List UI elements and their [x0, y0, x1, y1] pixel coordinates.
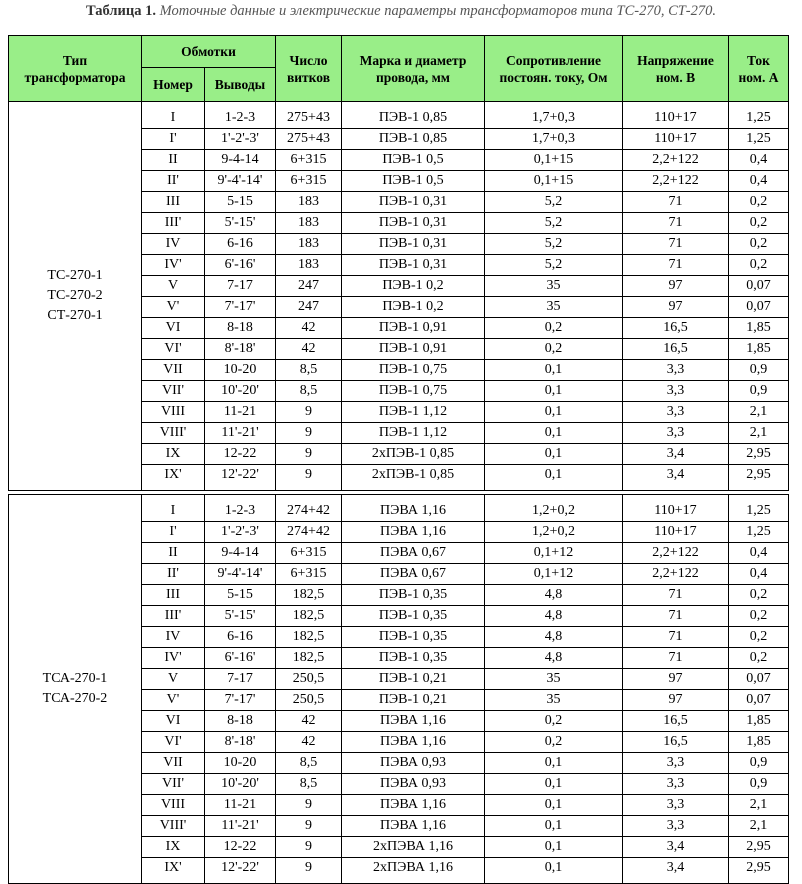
terminals-cell: 5'-15' — [205, 606, 276, 627]
wire-cell: ПЭВА 1,16 — [342, 495, 485, 522]
resistance-cell: 5,2 — [485, 255, 623, 276]
winding-number-cell: VIII' — [142, 423, 205, 444]
terminals-cell: 5'-15' — [205, 213, 276, 234]
header-current-line-1: Ток — [747, 52, 770, 68]
caption-text: Моточные данные и электрические параметры трансформаторов типа ТС-270, СТ-270. — [159, 3, 717, 19]
transformer-type: ТСА-270-2 — [42, 691, 108, 706]
header-current-line-2: ном. А — [738, 69, 779, 85]
terminals-cell: 8'-18' — [205, 732, 276, 753]
header-terminals: Выводы — [205, 68, 276, 102]
current-cell: 2,1 — [729, 816, 789, 837]
winding-number-cell: VIII — [142, 402, 205, 423]
voltage-cell: 71 — [623, 585, 729, 606]
voltage-cell: 2,2+122 — [623, 150, 729, 171]
current-cell: 0,9 — [729, 360, 789, 381]
voltage-cell: 3,3 — [623, 423, 729, 444]
current-cell: 2,95 — [729, 465, 789, 491]
resistance-cell: 4,8 — [485, 606, 623, 627]
winding-number-cell: I' — [142, 522, 205, 543]
terminals-cell: 1-2-3 — [205, 102, 276, 129]
terminals-cell: 12-22 — [205, 444, 276, 465]
terminals-cell: 10'-20' — [205, 381, 276, 402]
wire-cell: 2хПЭВА 1,16 — [342, 858, 485, 884]
voltage-cell: 3,4 — [623, 465, 729, 491]
voltage-cell: 97 — [623, 297, 729, 318]
current-cell: 2,95 — [729, 444, 789, 465]
resistance-cell: 4,8 — [485, 627, 623, 648]
turns-cell: 6+315 — [276, 543, 342, 564]
winding-number-cell: VIII — [142, 795, 205, 816]
transformer-type-cell — [9, 495, 142, 884]
turns-cell: 182,5 — [276, 606, 342, 627]
resistance-cell: 0,1 — [485, 465, 623, 491]
current-cell: 0,9 — [729, 753, 789, 774]
table-row — [9, 102, 789, 129]
wire-cell: ПЭВ-1 0,31 — [342, 213, 485, 234]
voltage-cell: 110+17 — [623, 102, 729, 129]
current-cell: 1,25 — [729, 129, 789, 150]
winding-number-cell: V — [142, 669, 205, 690]
winding-number-cell: VI' — [142, 339, 205, 360]
current-cell: 2,1 — [729, 423, 789, 444]
wire-cell: ПЭВ-1 0,75 — [342, 381, 485, 402]
resistance-cell: 5,2 — [485, 213, 623, 234]
wire-cell: ПЭВ-1 0,31 — [342, 234, 485, 255]
voltage-cell: 16,5 — [623, 318, 729, 339]
wire-cell: ПЭВ-1 0,2 — [342, 276, 485, 297]
turns-cell: 9 — [276, 465, 342, 491]
resistance-cell: 35 — [485, 276, 623, 297]
winding-number-cell: I' — [142, 129, 205, 150]
wire-cell: 2хПЭВА 1,16 — [342, 837, 485, 858]
voltage-cell: 71 — [623, 213, 729, 234]
turns-cell: 8,5 — [276, 753, 342, 774]
wire-cell: ПЭВ-1 0,5 — [342, 171, 485, 192]
winding-number-cell: III' — [142, 606, 205, 627]
current-cell: 2,1 — [729, 795, 789, 816]
wire-cell: ПЭВА 0,67 — [342, 564, 485, 585]
current-cell: 1,85 — [729, 339, 789, 360]
terminals-cell: 7'-17' — [205, 297, 276, 318]
wire-cell: ПЭВА 1,16 — [342, 732, 485, 753]
wire-cell: ПЭВ-1 0,91 — [342, 339, 485, 360]
turns-cell: 250,5 — [276, 690, 342, 711]
turns-cell: 275+43 — [276, 102, 342, 129]
voltage-cell: 2,2+122 — [623, 543, 729, 564]
voltage-cell: 3,3 — [623, 402, 729, 423]
resistance-cell: 0,2 — [485, 732, 623, 753]
turns-cell: 182,5 — [276, 585, 342, 606]
winding-number-cell: II — [142, 150, 205, 171]
voltage-cell: 110+17 — [623, 522, 729, 543]
winding-number-cell: IX — [142, 837, 205, 858]
current-cell: 1,85 — [729, 318, 789, 339]
terminals-cell: 12'-22' — [205, 465, 276, 491]
voltage-cell: 71 — [623, 234, 729, 255]
header-type-line-2: трансформатора — [24, 69, 126, 85]
turns-cell: 274+42 — [276, 495, 342, 522]
terminals-cell: 10-20 — [205, 360, 276, 381]
table-row — [9, 495, 789, 522]
voltage-cell: 97 — [623, 276, 729, 297]
wire-cell: ПЭВА 0,93 — [342, 774, 485, 795]
table-caption — [0, 2, 802, 20]
resistance-cell: 0,2 — [485, 711, 623, 732]
wire-cell: ПЭВ-1 0,2 — [342, 297, 485, 318]
turns-cell: 8,5 — [276, 360, 342, 381]
header-resistance-line-1: Сопротивление — [506, 52, 601, 68]
transformer-type: ТС-270-2 — [47, 288, 103, 303]
terminals-cell: 1-2-3 — [205, 495, 276, 522]
header-wire — [342, 36, 485, 102]
current-cell: 0,4 — [729, 543, 789, 564]
winding-number-cell: III — [142, 585, 205, 606]
winding-number-cell: I — [142, 102, 205, 129]
resistance-cell: 4,8 — [485, 648, 623, 669]
resistance-cell: 0,1+15 — [485, 150, 623, 171]
voltage-cell: 3,4 — [623, 837, 729, 858]
turns-cell: 182,5 — [276, 648, 342, 669]
transformer-type: СТ-270-1 — [47, 308, 103, 323]
terminals-cell: 11'-21' — [205, 423, 276, 444]
terminals-cell: 7-17 — [205, 276, 276, 297]
voltage-cell: 3,4 — [623, 858, 729, 884]
resistance-cell: 5,2 — [485, 192, 623, 213]
voltage-cell: 3,3 — [623, 816, 729, 837]
resistance-cell: 1,7+0,3 — [485, 129, 623, 150]
turns-cell: 9 — [276, 402, 342, 423]
voltage-cell: 2,2+122 — [623, 564, 729, 585]
voltage-cell: 16,5 — [623, 711, 729, 732]
current-cell: 0,07 — [729, 669, 789, 690]
resistance-cell: 0,1 — [485, 795, 623, 816]
current-cell: 1,85 — [729, 711, 789, 732]
winding-number-cell: IX' — [142, 465, 205, 491]
turns-cell: 250,5 — [276, 669, 342, 690]
turns-cell: 274+42 — [276, 522, 342, 543]
turns-cell: 42 — [276, 318, 342, 339]
voltage-cell: 110+17 — [623, 495, 729, 522]
turns-cell: 8,5 — [276, 774, 342, 795]
turns-cell: 6+315 — [276, 150, 342, 171]
terminals-cell: 6'-16' — [205, 255, 276, 276]
wire-cell: ПЭВ-1 0,85 — [342, 129, 485, 150]
wire-cell: ПЭВ-1 0,31 — [342, 192, 485, 213]
header-current — [729, 36, 789, 102]
turns-cell: 275+43 — [276, 129, 342, 150]
current-cell: 2,95 — [729, 858, 789, 884]
wire-cell: ПЭВ-1 0,35 — [342, 648, 485, 669]
resistance-cell: 35 — [485, 690, 623, 711]
wire-cell: ПЭВ-1 0,21 — [342, 690, 485, 711]
winding-number-cell: V' — [142, 690, 205, 711]
header-resistance — [485, 36, 623, 102]
voltage-cell: 16,5 — [623, 732, 729, 753]
voltage-cell: 3,3 — [623, 381, 729, 402]
turns-cell: 183 — [276, 192, 342, 213]
resistance-cell: 0,1 — [485, 423, 623, 444]
resistance-cell: 1,2+0,2 — [485, 495, 623, 522]
winding-number-cell: IX — [142, 444, 205, 465]
winding-number-cell: VII — [142, 753, 205, 774]
terminals-cell: 7'-17' — [205, 690, 276, 711]
winding-number-cell: IX' — [142, 858, 205, 884]
terminals-cell: 6-16 — [205, 627, 276, 648]
winding-number-cell: V' — [142, 297, 205, 318]
resistance-cell: 0,2 — [485, 318, 623, 339]
wire-cell: 2хПЭВ-1 0,85 — [342, 444, 485, 465]
header-turns — [276, 36, 342, 102]
current-cell: 0,07 — [729, 690, 789, 711]
turns-cell: 42 — [276, 732, 342, 753]
header-type — [9, 36, 142, 102]
resistance-cell: 1,2+0,2 — [485, 522, 623, 543]
resistance-cell: 0,1 — [485, 837, 623, 858]
wire-cell: ПЭВ-1 0,5 — [342, 150, 485, 171]
transformer-type-cell — [9, 102, 142, 491]
winding-number-cell: VI' — [142, 732, 205, 753]
turns-cell: 9 — [276, 444, 342, 465]
resistance-cell: 35 — [485, 669, 623, 690]
header-wire-line-1: Марка и диаметр — [359, 52, 467, 68]
header-turns-line-2: витков — [286, 69, 330, 85]
turns-cell: 247 — [276, 276, 342, 297]
winding-number-cell: V — [142, 276, 205, 297]
header-type-line-1: Тип — [62, 52, 88, 68]
current-cell: 0,4 — [729, 564, 789, 585]
current-cell: 1,25 — [729, 495, 789, 522]
resistance-cell: 0,1+12 — [485, 564, 623, 585]
current-cell: 0,9 — [729, 774, 789, 795]
resistance-cell: 0,1 — [485, 753, 623, 774]
header-wire-line-2: провода, мм — [376, 69, 450, 85]
resistance-cell: 0,1 — [485, 444, 623, 465]
terminals-cell: 12-22 — [205, 837, 276, 858]
current-cell: 1,85 — [729, 732, 789, 753]
turns-cell: 9 — [276, 816, 342, 837]
wire-cell: ПЭВА 1,16 — [342, 795, 485, 816]
current-cell: 0,2 — [729, 255, 789, 276]
winding-number-cell: VI — [142, 711, 205, 732]
wire-cell: ПЭВ-1 0,35 — [342, 606, 485, 627]
turns-cell: 6+315 — [276, 564, 342, 585]
wire-cell: ПЭВ-1 0,31 — [342, 255, 485, 276]
terminals-cell: 11'-21' — [205, 816, 276, 837]
voltage-cell: 110+17 — [623, 129, 729, 150]
winding-number-cell: IV — [142, 627, 205, 648]
resistance-cell: 0,1+15 — [485, 171, 623, 192]
turns-cell: 9 — [276, 837, 342, 858]
terminals-cell: 11-21 — [205, 402, 276, 423]
voltage-cell: 3,4 — [623, 444, 729, 465]
resistance-cell: 35 — [485, 297, 623, 318]
resistance-cell: 0,1+12 — [485, 543, 623, 564]
winding-number-cell: VII — [142, 360, 205, 381]
header-voltage-line-1: Напряжение — [637, 52, 714, 68]
terminals-cell: 5-15 — [205, 585, 276, 606]
turns-cell: 183 — [276, 213, 342, 234]
current-cell: 1,25 — [729, 102, 789, 129]
wire-cell: ПЭВ-1 0,35 — [342, 585, 485, 606]
winding-number-cell: III' — [142, 213, 205, 234]
voltage-cell: 97 — [623, 669, 729, 690]
current-cell: 0,4 — [729, 171, 789, 192]
turns-cell: 9 — [276, 423, 342, 444]
terminals-cell: 10'-20' — [205, 774, 276, 795]
winding-number-cell: II — [142, 543, 205, 564]
current-cell: 0,2 — [729, 627, 789, 648]
current-cell: 0,2 — [729, 648, 789, 669]
wire-cell: ПЭВ-1 0,75 — [342, 360, 485, 381]
resistance-cell: 0,1 — [485, 402, 623, 423]
turns-cell: 42 — [276, 711, 342, 732]
transformer-table — [8, 35, 789, 884]
voltage-cell: 71 — [623, 627, 729, 648]
current-cell: 0,2 — [729, 213, 789, 234]
terminals-cell: 1'-2'-3' — [205, 522, 276, 543]
transformer-type: ТСА-270-1 — [42, 671, 108, 686]
resistance-cell: 0,2 — [485, 339, 623, 360]
wire-cell: ПЭВА 1,16 — [342, 816, 485, 837]
winding-number-cell: II' — [142, 171, 205, 192]
current-cell: 1,25 — [729, 522, 789, 543]
current-cell: 0,2 — [729, 234, 789, 255]
resistance-cell: 0,1 — [485, 858, 623, 884]
wire-cell: ПЭВА 1,16 — [342, 711, 485, 732]
turns-cell: 6+315 — [276, 171, 342, 192]
winding-number-cell: VII' — [142, 774, 205, 795]
resistance-cell: 4,8 — [485, 585, 623, 606]
turns-cell: 42 — [276, 339, 342, 360]
winding-number-cell: IV' — [142, 648, 205, 669]
resistance-cell: 0,1 — [485, 381, 623, 402]
wire-cell: ПЭВ-1 0,85 — [342, 102, 485, 129]
turns-cell: 9 — [276, 858, 342, 884]
wire-cell: ПЭВА 0,67 — [342, 543, 485, 564]
turns-cell: 8,5 — [276, 381, 342, 402]
terminals-cell: 8-18 — [205, 711, 276, 732]
winding-number-cell: II' — [142, 564, 205, 585]
terminals-cell: 6'-16' — [205, 648, 276, 669]
wire-cell: ПЭВ-1 0,21 — [342, 669, 485, 690]
terminals-cell: 9-4-14 — [205, 543, 276, 564]
winding-number-cell: VIII' — [142, 816, 205, 837]
voltage-cell: 3,3 — [623, 360, 729, 381]
header-voltage — [623, 36, 729, 102]
header-turns-line-1: Число — [289, 52, 328, 68]
header-resistance-line-2: постоян. току, Ом — [499, 69, 608, 85]
winding-number-cell: IV' — [142, 255, 205, 276]
voltage-cell: 3,3 — [623, 795, 729, 816]
turns-cell: 183 — [276, 234, 342, 255]
voltage-cell: 97 — [623, 690, 729, 711]
voltage-cell: 3,3 — [623, 753, 729, 774]
wire-cell: ПЭВ-1 1,12 — [342, 402, 485, 423]
winding-number-cell: I — [142, 495, 205, 522]
turns-cell: 182,5 — [276, 627, 342, 648]
terminals-cell: 9'-4'-14' — [205, 564, 276, 585]
transformer-type: ТС-270-1 — [47, 268, 103, 283]
voltage-cell: 71 — [623, 255, 729, 276]
current-cell: 0,2 — [729, 192, 789, 213]
winding-number-cell: VII' — [142, 381, 205, 402]
voltage-cell: 71 — [623, 606, 729, 627]
current-cell: 0,07 — [729, 276, 789, 297]
header-windings: Обмотки — [142, 36, 276, 68]
turns-cell: 183 — [276, 255, 342, 276]
current-cell: 0,07 — [729, 297, 789, 318]
resistance-cell: 0,1 — [485, 816, 623, 837]
wire-cell: ПЭВА 0,93 — [342, 753, 485, 774]
terminals-cell: 9-4-14 — [205, 150, 276, 171]
resistance-cell: 0,1 — [485, 360, 623, 381]
terminals-cell: 8-18 — [205, 318, 276, 339]
turns-cell: 9 — [276, 795, 342, 816]
voltage-cell: 3,3 — [623, 774, 729, 795]
table-body — [9, 36, 789, 884]
terminals-cell: 12'-22' — [205, 858, 276, 884]
terminals-cell: 1'-2'-3' — [205, 129, 276, 150]
wire-cell: ПЭВА 1,16 — [342, 522, 485, 543]
header-number: Номер — [142, 68, 205, 102]
resistance-cell: 0,1 — [485, 774, 623, 795]
terminals-cell: 9'-4'-14' — [205, 171, 276, 192]
current-cell: 0,2 — [729, 606, 789, 627]
resistance-cell: 1,7+0,3 — [485, 102, 623, 129]
current-cell: 0,4 — [729, 150, 789, 171]
current-cell: 2,95 — [729, 837, 789, 858]
wire-cell: ПЭВ-1 1,12 — [342, 423, 485, 444]
terminals-cell: 8'-18' — [205, 339, 276, 360]
wire-cell: ПЭВ-1 0,35 — [342, 627, 485, 648]
turns-cell: 247 — [276, 297, 342, 318]
winding-number-cell: III — [142, 192, 205, 213]
resistance-cell: 5,2 — [485, 234, 623, 255]
current-cell: 0,2 — [729, 585, 789, 606]
voltage-cell: 71 — [623, 648, 729, 669]
voltage-cell: 71 — [623, 192, 729, 213]
terminals-cell: 7-17 — [205, 669, 276, 690]
voltage-cell: 16,5 — [623, 339, 729, 360]
header-row-1 — [9, 36, 789, 68]
wire-cell: 2хПЭВ-1 0,85 — [342, 465, 485, 491]
terminals-cell: 6-16 — [205, 234, 276, 255]
winding-number-cell: VI — [142, 318, 205, 339]
caption-label: Таблица 1. — [85, 3, 157, 19]
current-cell: 0,9 — [729, 381, 789, 402]
terminals-cell: 10-20 — [205, 753, 276, 774]
voltage-cell: 2,2+122 — [623, 171, 729, 192]
header-voltage-line-2: ном. В — [655, 69, 696, 85]
terminals-cell: 11-21 — [205, 795, 276, 816]
winding-number-cell: IV — [142, 234, 205, 255]
terminals-cell: 5-15 — [205, 192, 276, 213]
current-cell: 2,1 — [729, 402, 789, 423]
wire-cell: ПЭВ-1 0,91 — [342, 318, 485, 339]
